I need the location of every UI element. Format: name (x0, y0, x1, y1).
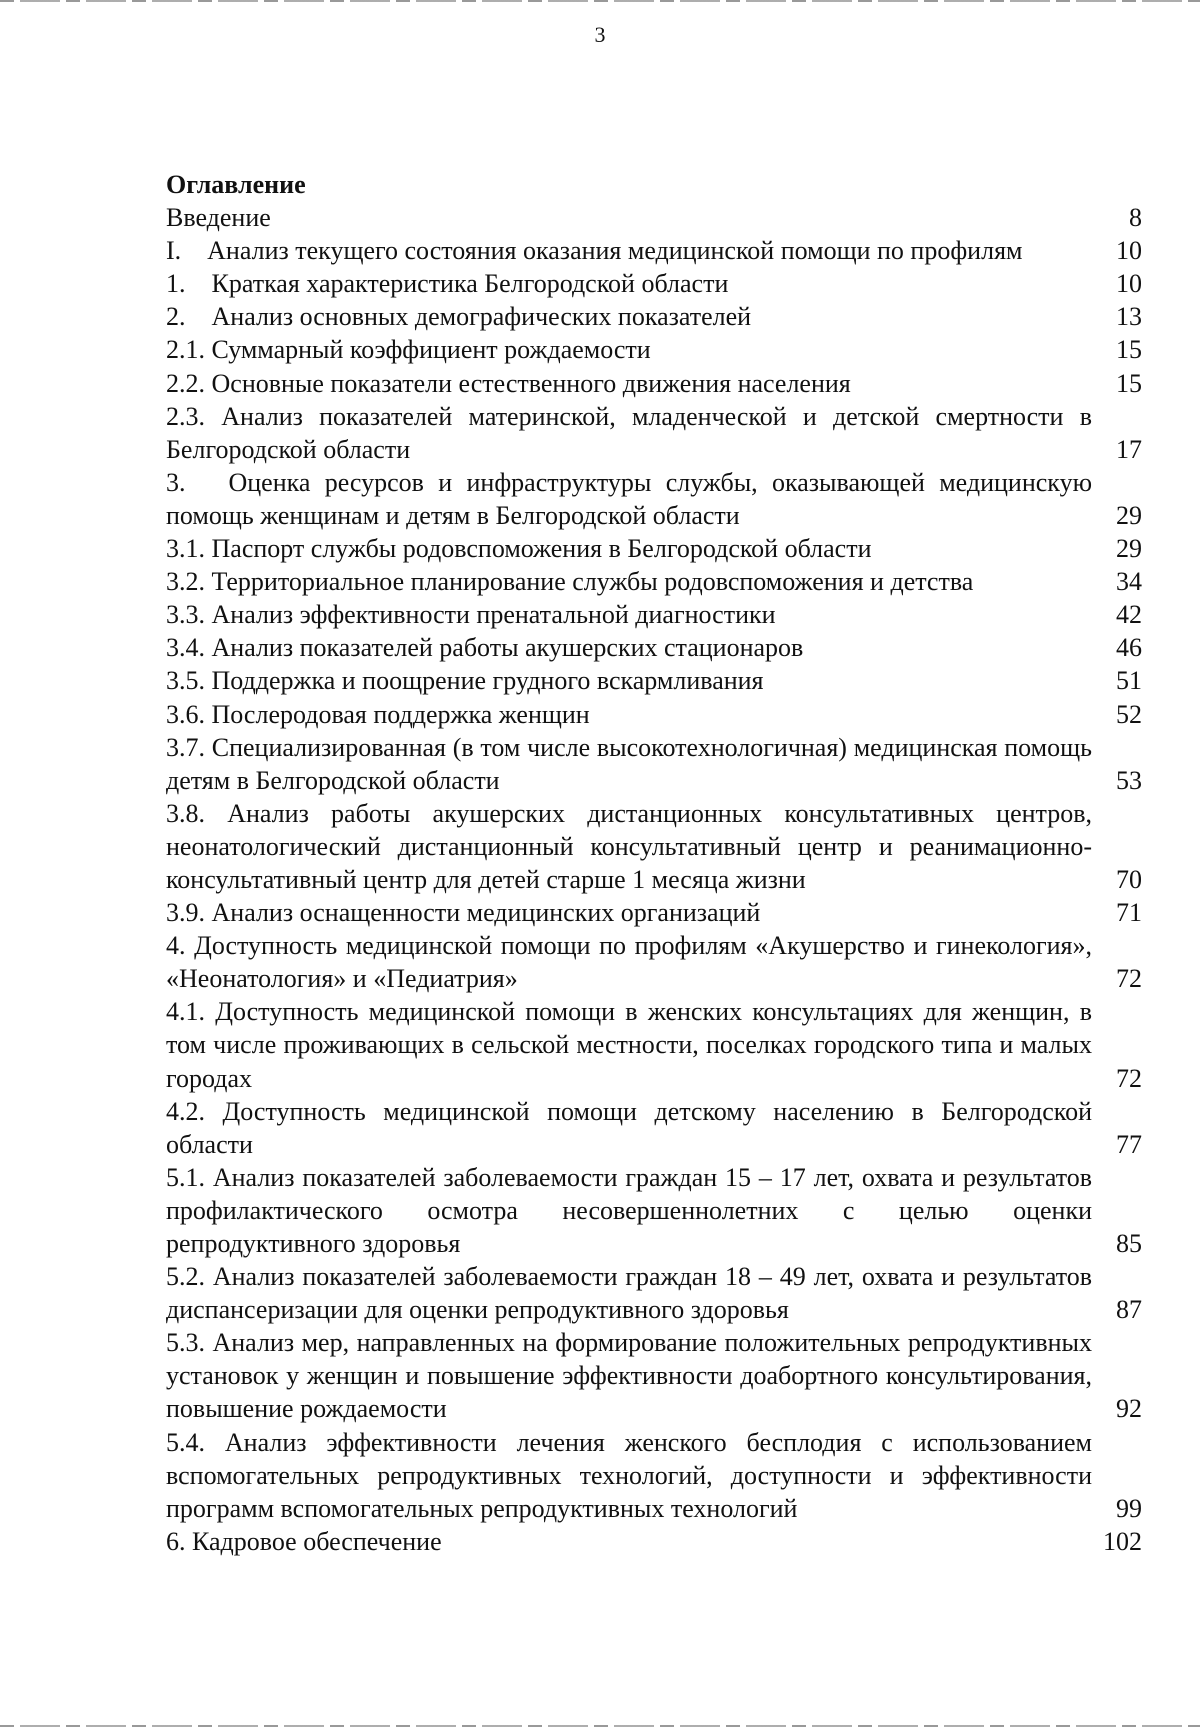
toc-entry[interactable] (166, 267, 1156, 300)
toc-entry[interactable] (166, 1326, 1156, 1425)
toc-entry-page: 77 (1116, 1129, 1142, 1159)
toc-entry-page: 85 (1116, 1229, 1142, 1258)
toc-entry[interactable] (166, 1525, 1156, 1558)
toc-entry[interactable] (166, 466, 1156, 532)
toc-entry-page: 87 (1116, 1295, 1142, 1325)
toc-title: Оглавление (166, 170, 306, 199)
toc-entry[interactable] (166, 731, 1156, 797)
toc-entry-page: 70 (1116, 864, 1142, 894)
toc-entry[interactable] (166, 532, 1156, 565)
toc-entry-page: 8 (1129, 203, 1142, 233)
toc-entry-title: 2.2. Основные показатели естественного движения населения (166, 368, 851, 398)
toc-entry-title: 5.2. Анализ показателей заболеваемости граждан 18 – 49 лет, охвата и результатов диспансеризации для оценки репродуктивного здоровья (166, 1262, 1092, 1325)
toc-entry-page: 15 (1116, 368, 1142, 398)
toc-entry-page: 52 (1116, 699, 1142, 729)
toc-entries (166, 201, 1156, 1558)
toc-entry[interactable] (166, 631, 1156, 664)
toc-entry[interactable] (166, 797, 1156, 896)
toc-entry[interactable] (166, 698, 1156, 731)
toc-entry[interactable] (166, 201, 1156, 234)
toc-entry-title: 2. Анализ основных демографических показателей (166, 302, 752, 332)
toc-entry[interactable] (166, 896, 1156, 929)
toc-entry-title: 3.1. Паспорт службы родовспоможения в Белгородской области (166, 534, 872, 564)
scan-edge-bottom (0, 1725, 1200, 1727)
toc-entry-title: 3.8. Анализ работы акушерских дистанционных консультативных центров, неонатологический дистанционный консультативный центр и реанимационно-консультативный центр для детей старше 1 месяца жизни (166, 798, 1092, 894)
toc-entry-title: 3.6. Послеродовая поддержка женщин (166, 699, 590, 729)
scan-edge-top (0, 0, 1200, 2)
toc-entry-page: 13 (1116, 302, 1142, 332)
toc-entry-title: Введение (166, 203, 271, 233)
toc-entry-page: 10 (1116, 236, 1142, 266)
toc-entry-title: 1. Краткая характеристика Белгородской области (166, 269, 729, 299)
toc-entry-title: 6. Кадровое обеспечение (166, 1526, 442, 1556)
toc-entry-title: 5.4. Анализ эффективности лечения женского бесплодия с использованием вспомогательных репродуктивных технологий, доступности и эффективности программ вспомогательных репродуктивных технологий (166, 1427, 1092, 1523)
toc-entry[interactable] (166, 234, 1156, 267)
toc-entry-title: 3. Оценка ресурсов и инфраструктуры службы, оказывающей медицинскую помощь женщинам и детям в Белгородской области (166, 467, 1092, 530)
toc-entry-page: 42 (1116, 600, 1142, 630)
toc-entry[interactable] (166, 1095, 1156, 1161)
toc-entry-page: 51 (1116, 666, 1142, 696)
toc-entry-page: 102 (1103, 1526, 1142, 1556)
toc-entry-page: 92 (1116, 1394, 1142, 1424)
toc-entry-page: 15 (1116, 335, 1142, 365)
toc-entry[interactable] (166, 598, 1156, 631)
toc-entry-title: 4.1. Доступность медицинской помощи в женских консультациях для женщин, в том числе проживающих в сельской местности, поселках городского типа и малых городах (166, 997, 1092, 1093)
toc-entry-page: 71 (1116, 898, 1142, 928)
toc-entry-title: 3.7. Специализированная (в том числе высокотехнологичная) медицинская помощь детям в Белгородской области (166, 732, 1092, 795)
toc-entry-title: 3.9. Анализ оснащенности медицинских организаций (166, 898, 761, 928)
toc-entry[interactable] (166, 367, 1156, 400)
toc-entry[interactable] (166, 1426, 1156, 1525)
toc-entry-title: 3.4. Анализ показателей работы акушерских стационаров (166, 633, 804, 663)
toc-entry-title: 3.5. Поддержка и поощрение грудного вскармливания (166, 666, 764, 696)
toc-entry-page: 46 (1116, 633, 1142, 663)
toc-entry-title: 5.1. Анализ показателей заболеваемости граждан 15 – 17 лет, охвата и результатов профилактического осмотра несовершеннолетних с целью оценки репродуктивного здоровья (166, 1162, 1092, 1258)
toc-entry-title: 4. Доступность медицинской помощи по профилям «Акушерство и гинекология», «Неонатология» и «Педиатрия» (166, 931, 1092, 994)
toc-entry-title: 3.3. Анализ эффективности пренатальной диагностики (166, 600, 776, 630)
toc-entry-page: 34 (1116, 567, 1142, 597)
toc-entry[interactable] (166, 400, 1156, 466)
toc-entry-title: 5.3. Анализ мер, направленных на формирование положительных репродуктивных установок у женщин и повышение эффективности доабортного консультирования, повышение рождаемости (166, 1328, 1092, 1424)
toc-entry-title: I. Анализ текущего состояния оказания медицинской помощи по профилям (166, 236, 1023, 266)
toc-entry-page: 10 (1116, 269, 1142, 299)
page-number: 3 (594, 22, 606, 47)
toc-entry-page: 53 (1116, 765, 1142, 795)
toc-entry[interactable] (166, 565, 1156, 598)
toc-entry-page: 17 (1116, 434, 1142, 464)
toc-entry[interactable] (166, 1260, 1156, 1326)
toc-entry[interactable] (166, 300, 1156, 333)
toc-entry[interactable] (166, 1161, 1156, 1260)
toc-entry[interactable] (166, 664, 1156, 697)
toc-entry-title: 2.1. Суммарный коэффициент рождаемости (166, 335, 651, 365)
toc-entry-page: 29 (1116, 534, 1142, 564)
table-of-contents (166, 168, 1156, 1558)
toc-entry-title: 3.2. Территориальное планирование службы родовспоможения и детства (166, 567, 974, 597)
toc-entry-page: 99 (1116, 1493, 1142, 1523)
toc-entry-title: 2.3. Анализ показателей материнской, младенческой и детской смертности в Белгородской области (166, 401, 1092, 464)
toc-entry-page: 29 (1116, 500, 1142, 530)
toc-entry[interactable] (166, 929, 1156, 995)
toc-entry[interactable] (166, 995, 1156, 1094)
toc-entry-page: 72 (1116, 964, 1142, 994)
toc-entry[interactable] (166, 333, 1156, 366)
toc-entry-page: 72 (1116, 1063, 1142, 1093)
toc-entry-title: 4.2. Доступность медицинской помощи детскому населению в Белгородской области (166, 1096, 1092, 1159)
